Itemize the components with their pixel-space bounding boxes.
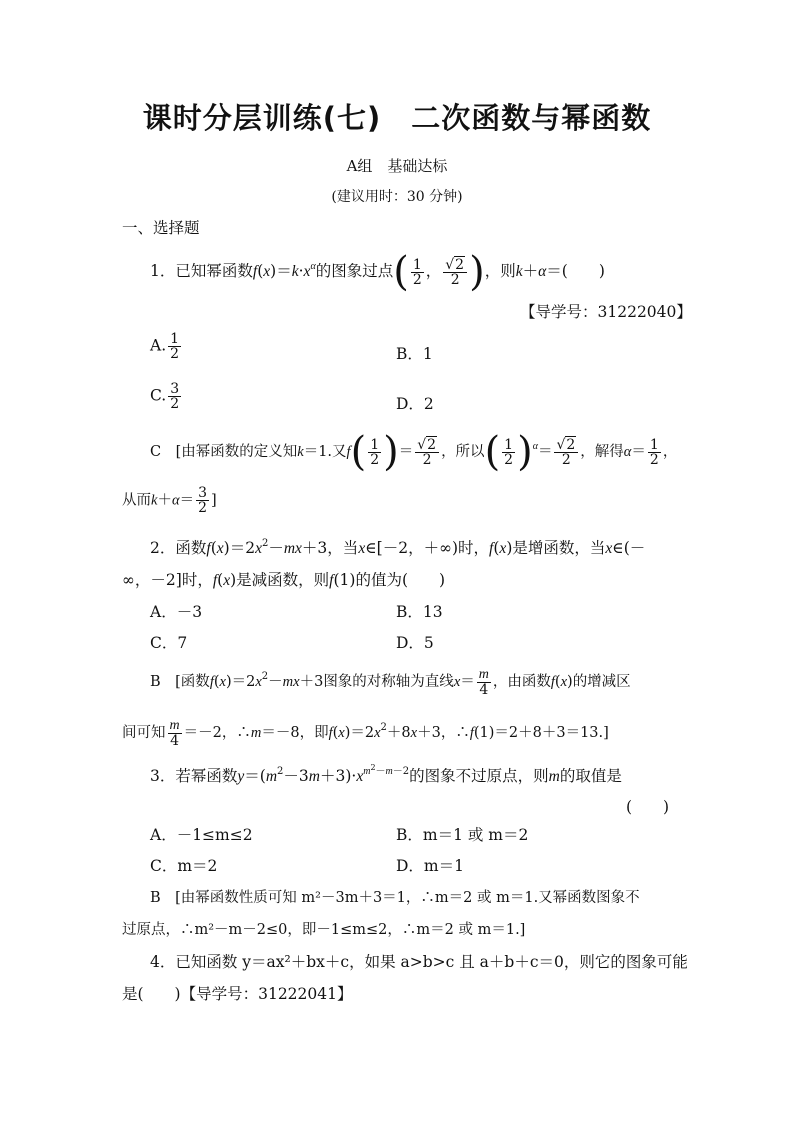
q1-ans-c: ，所以 xyxy=(441,444,485,460)
q2-l2a: ∞，－2]时， xyxy=(122,571,213,589)
q2-answer-line1: B [函数$f(x)=2x^2-mx+3$图象的对称轴为直线x＝ $\frac{m}{4}$ ，由函数f(x)的增减区 xyxy=(150,667,631,698)
q1-text-b: 的图象过点 xyxy=(315,262,394,280)
q2-option-a: A．－3 xyxy=(150,603,203,621)
q1-text-c: ，则 xyxy=(484,262,516,280)
q1-ans-a: C [由幂函数的定义知 xyxy=(150,444,298,460)
q1-option-d: D．2 xyxy=(396,395,434,413)
q2-l2b: 是减函数，则 xyxy=(236,571,330,589)
q1-text-d: ＝( ) xyxy=(546,262,605,280)
q2-ans2e: ＝2＋8＋3＝13.] xyxy=(494,725,609,741)
question-2-line1: 2．函数$f(x)=2x^2-mx+3$，当x∈[－2，＋∞)时，f(x)是增函数，当x∈(－ xyxy=(150,538,646,557)
q1-ans-e: 从而 xyxy=(122,492,151,509)
title-part-1: 课时分层训练(七) xyxy=(142,101,382,135)
q2-answer-line2: 间可知 $\frac{m}{4}$ ＝－2，∴m＝－8，即$f(x)=2x^2+8x+3$，∴f(1)＝2＋8＋3＝13.] xyxy=(122,718,609,749)
group-label: A组 基础达标 xyxy=(346,157,448,175)
q2-ans1c: ，由函数 xyxy=(492,674,551,690)
question-4-line2: 是( )【导学号：31222041】 xyxy=(122,985,353,1003)
q3-l1a: 3．若幂函数 xyxy=(150,767,238,785)
q2-option-c: C．7 xyxy=(150,634,188,652)
question-3-line1: 3．若幂函数$y=(m^2-3m+3)\cdot x^{m^2-m-2}$的图象不过原点，则m的取值是 xyxy=(150,763,622,785)
q2-l2c: 的值为( ) xyxy=(355,571,446,589)
q3-l1b: 的图象不过原点，则 xyxy=(409,767,549,785)
q1-ans-f: ] xyxy=(210,492,217,509)
question-4-line1: 4．已知函数 y＝ax²＋bx＋c，如果 a>b>c 且 a＋b＋c＝0，则它的图象可能 xyxy=(150,953,688,971)
q2-ans1a: B [函数 xyxy=(150,674,210,690)
q2-ans1b: 图象的对称轴为直线 xyxy=(323,674,454,690)
q1-text: 已知幂函数 xyxy=(175,262,253,280)
q1-option-c: C. $\frac{3}{2}$ xyxy=(150,381,180,412)
q2-l1d: 是增函数，当 xyxy=(512,539,606,557)
q2-l1c: ∈[－2，＋∞)时， xyxy=(365,539,490,557)
q3-answer-line1: B [由幂函数性质可知 m²－3m＋3＝1，∴m＝2 或 m＝1.又幂函数图象不 xyxy=(150,890,640,906)
q3-l1c: 的取值是 xyxy=(559,767,622,785)
q3-option-c: C．m＝2 xyxy=(150,857,218,875)
q2-option-d: D．5 xyxy=(396,634,434,652)
q1-option-a: A. $\frac{1}{2}$ xyxy=(150,331,180,362)
q1-opt-a-label: A. xyxy=(150,336,167,355)
q3-option-a: A．－1≤m≤2 xyxy=(150,826,253,844)
title-part-2: 二次函数与幂函数 xyxy=(411,101,652,135)
q1-reference: 【导学号：31222040】 xyxy=(520,303,692,321)
q3-answer-line2: 过原点，∴m²－m－2≤0，即－1≤m≤2，∴m＝2 或 m＝1.] xyxy=(122,922,526,938)
q3-option-d: D．m＝1 xyxy=(396,857,464,875)
q1-opt-c-label: C. xyxy=(150,386,167,405)
q2-ans1d: 的增减区 xyxy=(572,674,631,690)
q3-bracket: ( ) xyxy=(626,798,670,816)
q2-ans2b: ＝－2，∴ xyxy=(183,725,251,741)
q2-l1e: ∈(－ xyxy=(612,539,646,557)
q1-option-b: B．1 xyxy=(396,345,433,363)
q1-ans-d: ，解得 xyxy=(580,444,624,460)
time-suggestion: (建议用时：30 分钟) xyxy=(331,189,463,205)
section-heading: 一、选择题 xyxy=(122,219,200,237)
q1-answer-line1: C [由幂函数的定义知k＝1.又f( $\frac{1}{2}$ )＝ $\frac{√2}{2}$ ，所以( $\frac{1}{2}$ )$^\alpha$＝ $\frac{√2}{2}$ ，解得α＝ $\frac{1}{2}$ ， xyxy=(150,429,678,475)
q1-ans-b: 又 xyxy=(332,444,347,460)
question-2-line2: ∞，－2]时，f(x)是减函数，则f(1)的值为( ) xyxy=(122,571,446,589)
q2-ans2c: ＝－8，即 xyxy=(261,725,329,741)
question-1: 1．已知幂函数$f(x)=k\cdot x^\alpha$的图象过点( $\frac{1}{2}$ ， $\frac{√2}{2}$ )，则k＋α＝( ) xyxy=(150,249,605,295)
q2-l1b: ，当 xyxy=(327,539,359,557)
q1-answer-line2: 从而k＋α＝ $\frac{3}{2}$ ] xyxy=(122,485,217,516)
q2-option-b: B．13 xyxy=(396,603,443,621)
page-title xyxy=(0,96,794,137)
q2-ans2a: 间可知 xyxy=(122,725,166,741)
q2-ans2d: ，∴ xyxy=(440,725,470,741)
q3-option-b: B．m＝1 或 m＝2 xyxy=(396,826,529,844)
q2-l1a: 2．函数 xyxy=(150,539,207,557)
q1-number: 1． xyxy=(150,262,176,280)
